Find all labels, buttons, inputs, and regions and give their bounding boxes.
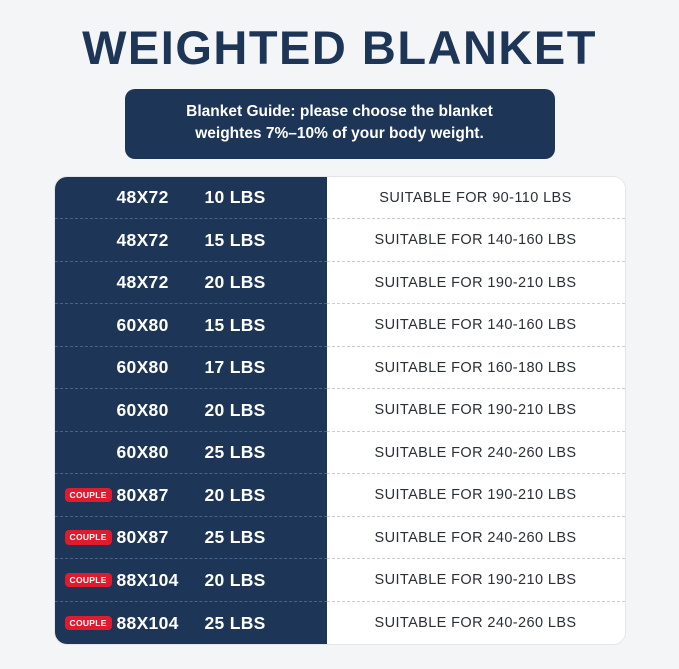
- blanket-size: 88X104: [116, 569, 179, 590]
- couple-badge-slot: [65, 488, 117, 503]
- table-row: [55, 432, 327, 475]
- suitable-weight-column: [327, 177, 625, 645]
- couple-badge: COUPLE: [65, 530, 112, 545]
- table-row: [55, 602, 327, 645]
- blanket-weight: 15 LBS: [204, 229, 266, 250]
- suitable-body-weight: SUITABLE FOR 160-180 LBS: [374, 359, 577, 376]
- table-row: [327, 602, 625, 645]
- page-title: WEIGHTED BLANKET: [82, 21, 597, 74]
- table-row: [55, 559, 327, 602]
- guide-line-1: Blanket Guide: please choose the blanket: [186, 103, 493, 120]
- table-row: [327, 177, 625, 220]
- couple-badge-slot: [65, 573, 117, 588]
- blanket-weight: 17 LBS: [204, 357, 266, 378]
- suitable-body-weight: SUITABLE FOR 240-260 LBS: [374, 444, 577, 461]
- size-weight-column: [55, 177, 327, 645]
- table-row: [55, 389, 327, 432]
- couple-badge: COUPLE: [65, 488, 112, 503]
- blanket-weight: 15 LBS: [204, 314, 266, 335]
- suitable-body-weight: SUITABLE FOR 190-210 LBS: [374, 402, 577, 419]
- table-row: [327, 304, 625, 347]
- blanket-weight: 20 LBS: [204, 399, 266, 420]
- table-row: [55, 262, 327, 305]
- couple-badge-slot: [65, 616, 117, 631]
- blanket-size: 48X72: [116, 272, 169, 293]
- suitable-body-weight: SUITABLE FOR 90-110 LBS: [379, 189, 572, 206]
- couple-badge-slot: [65, 530, 117, 545]
- blanket-weight: 20 LBS: [204, 272, 266, 293]
- blanket-weight: 10 LBS: [204, 187, 266, 208]
- table-row: [327, 219, 625, 262]
- suitable-body-weight: SUITABLE FOR 140-160 LBS: [374, 232, 577, 249]
- suitable-body-weight: SUITABLE FOR 190-210 LBS: [374, 572, 577, 589]
- table-row: [327, 262, 625, 305]
- blanket-guide-note: [125, 89, 555, 159]
- suitable-body-weight: SUITABLE FOR 240-260 LBS: [374, 529, 577, 546]
- blanket-size: 48X72: [116, 187, 169, 208]
- blanket-size: 60X80: [116, 357, 169, 378]
- guide-line-2: weightes 7%–10% of your body weight.: [195, 125, 484, 143]
- suitable-body-weight: SUITABLE FOR 190-210 LBS: [374, 274, 577, 291]
- table-row: [55, 474, 327, 517]
- table-row: [327, 474, 625, 517]
- table-row: [327, 517, 625, 560]
- table-row: [327, 432, 625, 475]
- blanket-weight: 25 LBS: [204, 612, 266, 633]
- blanket-weight: 20 LBS: [204, 569, 266, 590]
- suitable-body-weight: SUITABLE FOR 190-210 LBS: [374, 487, 577, 504]
- blanket-size: 80X87: [116, 527, 169, 548]
- table-row: [327, 347, 625, 390]
- couple-badge: COUPLE: [65, 573, 112, 588]
- table-row: [55, 177, 327, 220]
- blanket-weight: 25 LBS: [204, 527, 266, 548]
- blanket-size: 60X80: [116, 442, 169, 463]
- suitable-body-weight: SUITABLE FOR 140-160 LBS: [374, 317, 577, 334]
- table-row: [327, 389, 625, 432]
- blanket-size: 60X80: [116, 314, 169, 335]
- couple-badge: COUPLE: [65, 616, 112, 631]
- table-row: [55, 347, 327, 390]
- size-table: [55, 177, 625, 645]
- suitable-body-weight: SUITABLE FOR 240-260 LBS: [374, 615, 577, 632]
- blanket-size: 60X80: [116, 399, 169, 420]
- blanket-weight: 20 LBS: [204, 484, 266, 505]
- blanket-size: 88X104: [116, 612, 179, 633]
- blanket-size: 80X87: [116, 484, 169, 505]
- blanket-weight: 25 LBS: [204, 442, 266, 463]
- table-row: [55, 304, 327, 347]
- blanket-size: 48X72: [116, 229, 169, 250]
- table-row: [55, 517, 327, 560]
- table-row: [327, 559, 625, 602]
- table-row: [55, 219, 327, 262]
